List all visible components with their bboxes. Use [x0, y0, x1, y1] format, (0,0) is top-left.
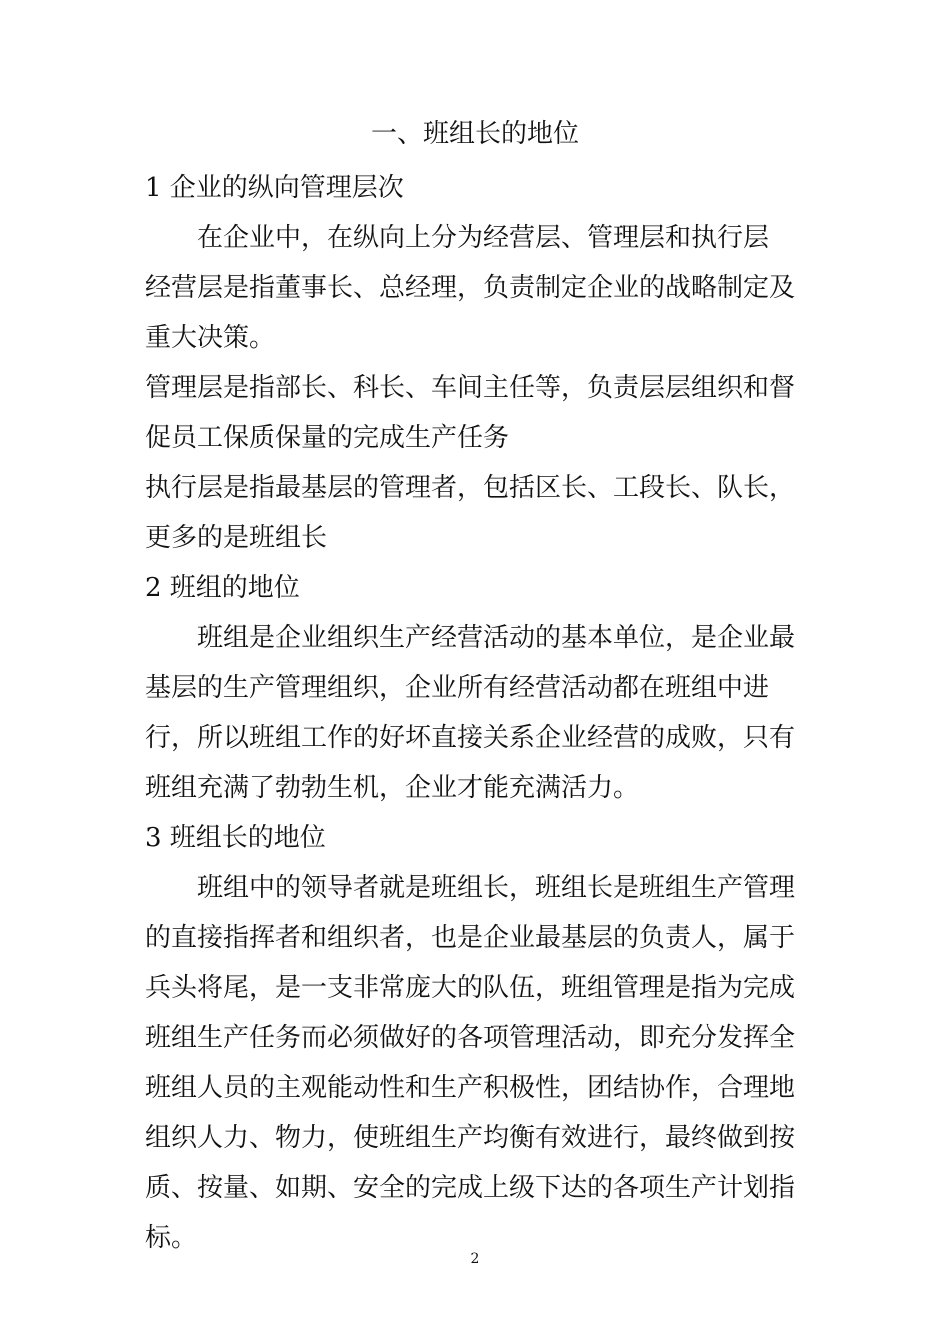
section-3-paragraph: 班组中的领导者就是班组长，班组长是班组生产管理的直接指挥者和组织者，也是企业最基层的负责人，属于兵头将尾，是一支非常庞大的队伍，班组管理是指为完成班组生产任务而必须做好的各项管理活动，即充分发挥全班组人员的主观能动性和生产积极性，团结协作，合理地组织人力、物力，使班组生产均衡有效进行，最终做到按质、按量、如期、安全的完成上级下达的各项生产计划指标。	[145, 873, 796, 1253]
document-title: 一、班组长的地位	[370, 119, 579, 149]
section-heading-1: 1 企业的纵向管理层次	[145, 173, 404, 203]
section-heading-2: 2 班组的地位	[145, 573, 300, 603]
section-2-paragraph: 班组是企业组织生产经营活动的基本单位，是企业最基层的生产管理组织，企业所有经营活动都在班组中进行，所以班组工作的好坏直接关系企业经营的成败，只有班组充满了勃勃生机，企业才能充满活力。	[145, 623, 796, 803]
section-1-paragraph-management-layer: 管理层是指部长、科长、车间主任等，负责层层组织和督促员工保质保量的完成生产任务	[145, 373, 796, 453]
section-heading-3: 3 班组长的地位	[145, 823, 326, 853]
section-1-paragraph-execution-layer: 执行层是指最基层的管理者，包括区长、工段长、队长，更多的是班组长	[145, 473, 796, 553]
document-body	[145, 163, 809, 1263]
section-1-paragraph-operation-layer: 经营层是指董事长、总经理，负责制定企业的战略制定及重大决策。	[145, 273, 796, 353]
section-1-intro: 在企业中，在纵向上分为经营层、管理层和执行层	[197, 223, 770, 253]
page-number: 2	[470, 1251, 480, 1267]
